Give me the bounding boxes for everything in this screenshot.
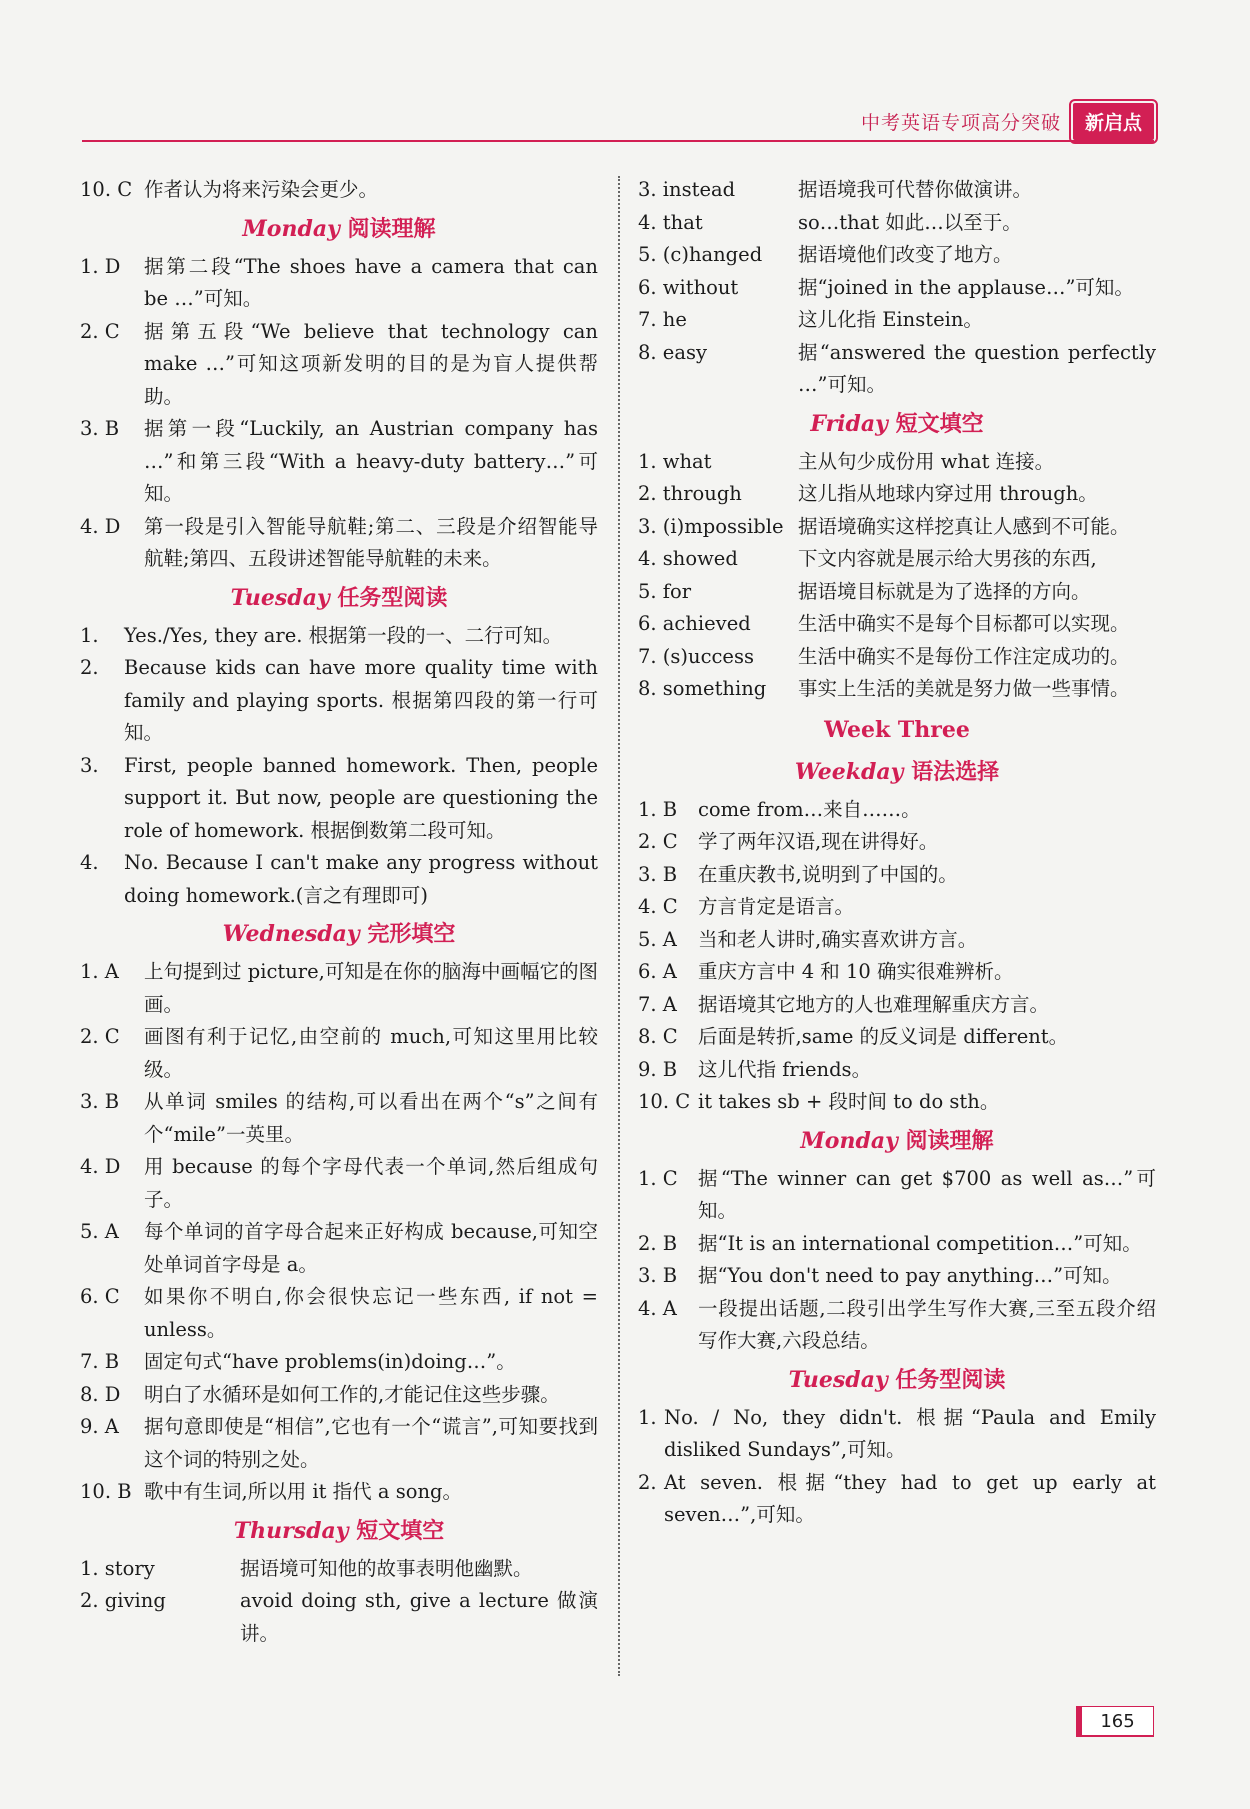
answer-item: 4. showed 下文内容就是展示给大男孩的东西, <box>638 547 1097 570</box>
answer-item: 8. C 后面是转折,same 的反义词是 different。 <box>638 1025 1069 1048</box>
answer-item: 4. No. Because I can't make any progress without doing homework.(言之有理即可) <box>80 851 598 907</box>
footer-rule <box>1076 1735 1154 1737</box>
section-title-friday: Friday 短文填空 <box>810 410 984 437</box>
answer-item: 2. through 这儿指从地球内穿过用 through。 <box>638 482 1098 505</box>
left-column <box>80 174 598 1650</box>
section-title-tuesday: Tuesday 任务型阅读 <box>788 1366 1006 1393</box>
page-number: 165 <box>1076 1706 1154 1736</box>
answer-item: 4. D 第一段是引入智能导航鞋;第二、三段是介绍智能导航鞋;第四、五段讲述智能导航鞋的未来。 <box>80 514 598 570</box>
brand-logo: 新启点 <box>1073 103 1154 140</box>
answer-item: 8. easy 据“answered the question perfectly …”可知。 <box>638 340 1156 396</box>
column-divider <box>618 176 620 1676</box>
answer-item: 10. C it takes sb + 段时间 to do sth。 <box>638 1090 1000 1113</box>
answer-item: 4. A 一段提出话题,二段引出学生写作大赛,三至五段介绍写作大赛,六段总结。 <box>638 1296 1156 1352</box>
answer-item: 3. (i)mpossible 据语境确实这样挖真让人感到不可能。 <box>638 514 1130 538</box>
answer-item: 3. First, people banned homework. Then, people support it. But now, people are questioning the role of homework. 根据倒数第二段可知。 <box>80 753 598 842</box>
answer-item: 7. B 固定句式“have problems(in)doing…”。 <box>80 1350 516 1373</box>
section-title-monday: Monday 阅读理解 <box>242 215 436 242</box>
answer-item: 2. B 据“It is an international competition…”可知。 <box>638 1231 1142 1255</box>
answer-item: 6. A 重庆方言中 4 和 10 确实很难辨析。 <box>638 960 1014 983</box>
answer-item: 1. B come from…来自……。 <box>638 797 921 821</box>
answer-item: 1. D 据第二段“The shoes have a camera that can be …”可知。 <box>80 254 598 310</box>
section-title-thursday: Thursday 短文填空 <box>233 1517 445 1544</box>
answer-item: 4. that so…that 如此…以至于。 <box>638 210 1022 234</box>
answer-item: 1. Yes./Yes, they are. 根据第一段的一、二行可知。 <box>80 623 563 647</box>
answer-item: 3. B 据“You don't need to pay anything…”可知。 <box>638 1264 1122 1287</box>
section-title-tuesday: Tuesday 任务型阅读 <box>230 584 448 611</box>
answer-item: 8. D 明白了水循环是如何工作的,才能记住这些步骤。 <box>80 1382 560 1406</box>
answer-item: 9. B 这儿代指 friends。 <box>638 1057 872 1081</box>
answer-item: 6. C 如果你不明白,你会很快忘记一些东西, if not = unless。 <box>80 1285 598 1341</box>
answer-item: 2. C 画图有利于记忆,由空前的 much,可知这里用比较级。 <box>80 1025 598 1081</box>
book-title: 中考英语专项高分突破 <box>860 111 1061 134</box>
answer-item: 2. At seven. 根据“they had to get up early at seven…”,可知。 <box>638 1470 1156 1526</box>
answer-item: 1. C 据“The winner can get $700 as well as…”可知。 <box>638 1166 1156 1222</box>
section-title-monday: Monday 阅读理解 <box>800 1127 994 1154</box>
answer-item: 1. what 主从句少成份用 what 连接。 <box>638 449 1055 473</box>
answer-item: 5. for 据语境目标就是为了选择的方向。 <box>638 579 1091 603</box>
answer-item: 5. A 当和老人讲时,确实喜欢讲方言。 <box>638 927 978 951</box>
answer-item: 4. C 方言肯定是语言。 <box>638 895 855 918</box>
section-title-weekday: Weekday 语法选择 <box>794 758 1000 785</box>
section-title-wednesday: Wednesday 完形填空 <box>222 921 456 947</box>
header-rule <box>82 140 1154 142</box>
answer-item: 5. A 每个单词的首字母合起来正好构成 because,可知空处单词首字母是 a。 <box>80 1220 598 1276</box>
answer-item: 4. D 用 because 的每个字母代表一个单词,然后组成句子。 <box>80 1155 598 1211</box>
answer-item: 7. he 这儿化指 Einstein。 <box>638 308 983 331</box>
answer-item: 8. something 事实上生活的美就是努力做一些事情。 <box>638 677 1130 700</box>
answer-item: 9. A 据句意即使是“相信”,它也有一个“谎言”,可知要找到这个词的特别之处。 <box>80 1415 598 1471</box>
week-title: Week Three <box>824 716 970 743</box>
answer-item: 10. B 歌中有生词,所以用 it 指代 a song。 <box>80 1480 462 1503</box>
answer-item: 2. Because kids can have more quality time with family and playing sports. 根据第四段的第一行可知。 <box>80 656 598 744</box>
answer-item: 7. A 据语境其它地方的人也难理解重庆方言。 <box>638 992 1050 1016</box>
answer-item: 7. (s)uccess 生活中确实不是每份工作注定成功的。 <box>638 644 1130 668</box>
page-header <box>861 104 1154 138</box>
answer-item: 5. (c)hanged 据语境他们改变了地方。 <box>638 243 1013 266</box>
answer-item: 3. B 在重庆教书,说明到了中国的。 <box>638 862 958 886</box>
answer-item: 2. C 据第五段“We believe that technology can make …”可知这项新发明的目的是为盲人提供帮助。 <box>80 319 598 408</box>
answer-item: 3. B 据第一段“Luckily, an Austrian company has …”和第三段“With a heavy-duty battery…”可知。 <box>80 417 598 505</box>
answer-item: 6. without 据“joined in the applause…”可知。 <box>638 275 1134 299</box>
right-column <box>638 174 1156 1532</box>
answer-item: 1. A 上句提到过 picture,可知是在你的脑海中画幅它的图画。 <box>80 960 598 1016</box>
answer-item: 2. giving avoid doing sth, give a lecture 做演讲。 <box>80 1589 598 1645</box>
answer-item: 3. instead 据语境我可代替你做演讲。 <box>638 178 1033 201</box>
answer-item: 2. C 学了两年汉语,现在讲得好。 <box>638 830 939 853</box>
answer-item: 3. B 从单词 smiles 的结构,可以看出在两个“s”之间有个“mile”一英里。 <box>80 1090 598 1146</box>
answer-item: 6. achieved 生活中确实不是每个目标都可以实现。 <box>638 612 1130 635</box>
answer-item: 1. No. / No, they didn't. 根据“Paula and Emily disliked Sundays”,可知。 <box>638 1405 1156 1461</box>
answer-item: 1. story 据语境可知他的故事表明他幽默。 <box>80 1556 533 1580</box>
answer-item: 10. C 作者认为将来污染会更少。 <box>80 178 379 201</box>
